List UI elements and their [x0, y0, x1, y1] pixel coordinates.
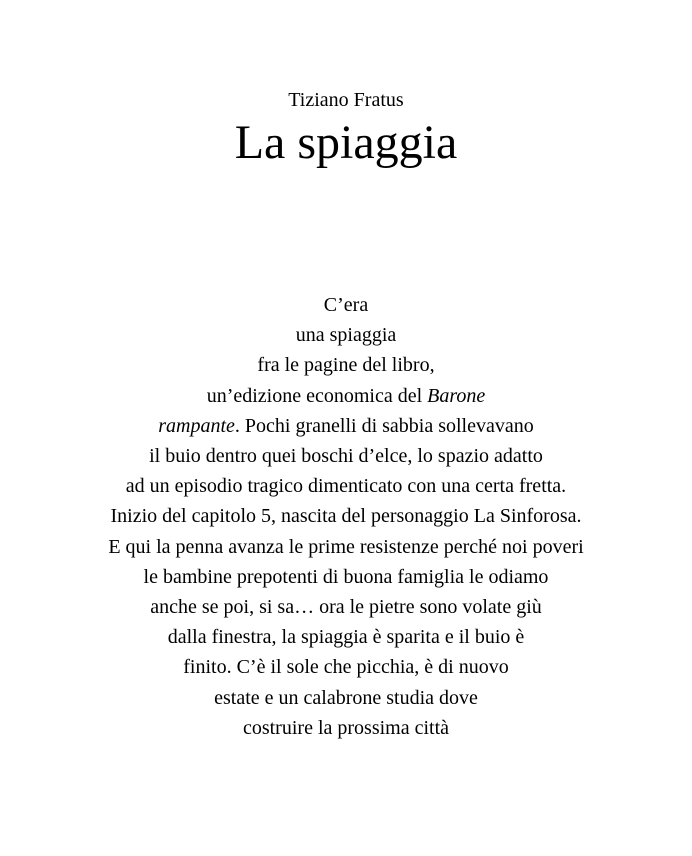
poem-line: una spiaggia — [295, 324, 397, 347]
poem-text: un’edizione economica del — [206, 384, 428, 407]
poem-line: anche se poi, si sa… ora le pietre sono volate giù — [150, 596, 542, 619]
poem-line: il buio dentro quei boschi d’elce, lo spazio adatto — [149, 445, 543, 468]
poem-line — [0, 381, 692, 411]
poem-line: finito. C’è il sole che picchia, è di nuovo — [183, 656, 509, 679]
poem-line: dalla finestra, la spiaggia è sparita e il buio è — [167, 626, 525, 649]
poem-line: le bambine prepotenti di buona famiglia le odiamo — [143, 565, 549, 588]
italic-book-title: Barone — [427, 384, 486, 407]
poem-text: . Pochi granelli di sabbia sollevavano — [234, 414, 534, 437]
poem-title: La spiaggia — [234, 116, 458, 169]
poem-body — [0, 290, 692, 743]
poem-line: costruire la prossima città — [242, 716, 450, 739]
poem-line: fra le pagine del libro, — [257, 354, 435, 377]
author-name: Tiziano Fratus — [288, 89, 404, 111]
poem-line: ad un episodio tragico dimenticato con una certa fretta. — [125, 475, 567, 498]
poem-line — [0, 411, 692, 441]
poem-line: Inizio del capitolo 5, nascita del personaggio La Sinforosa. — [110, 505, 582, 528]
poem-line: E qui la penna avanza le prime resistenze perché noi poveri — [108, 535, 584, 558]
italic-book-title: rampante — [158, 414, 235, 437]
poem-line: estate e un calabrone studia dove — [214, 686, 478, 709]
poem-line: C’era — [323, 294, 369, 316]
